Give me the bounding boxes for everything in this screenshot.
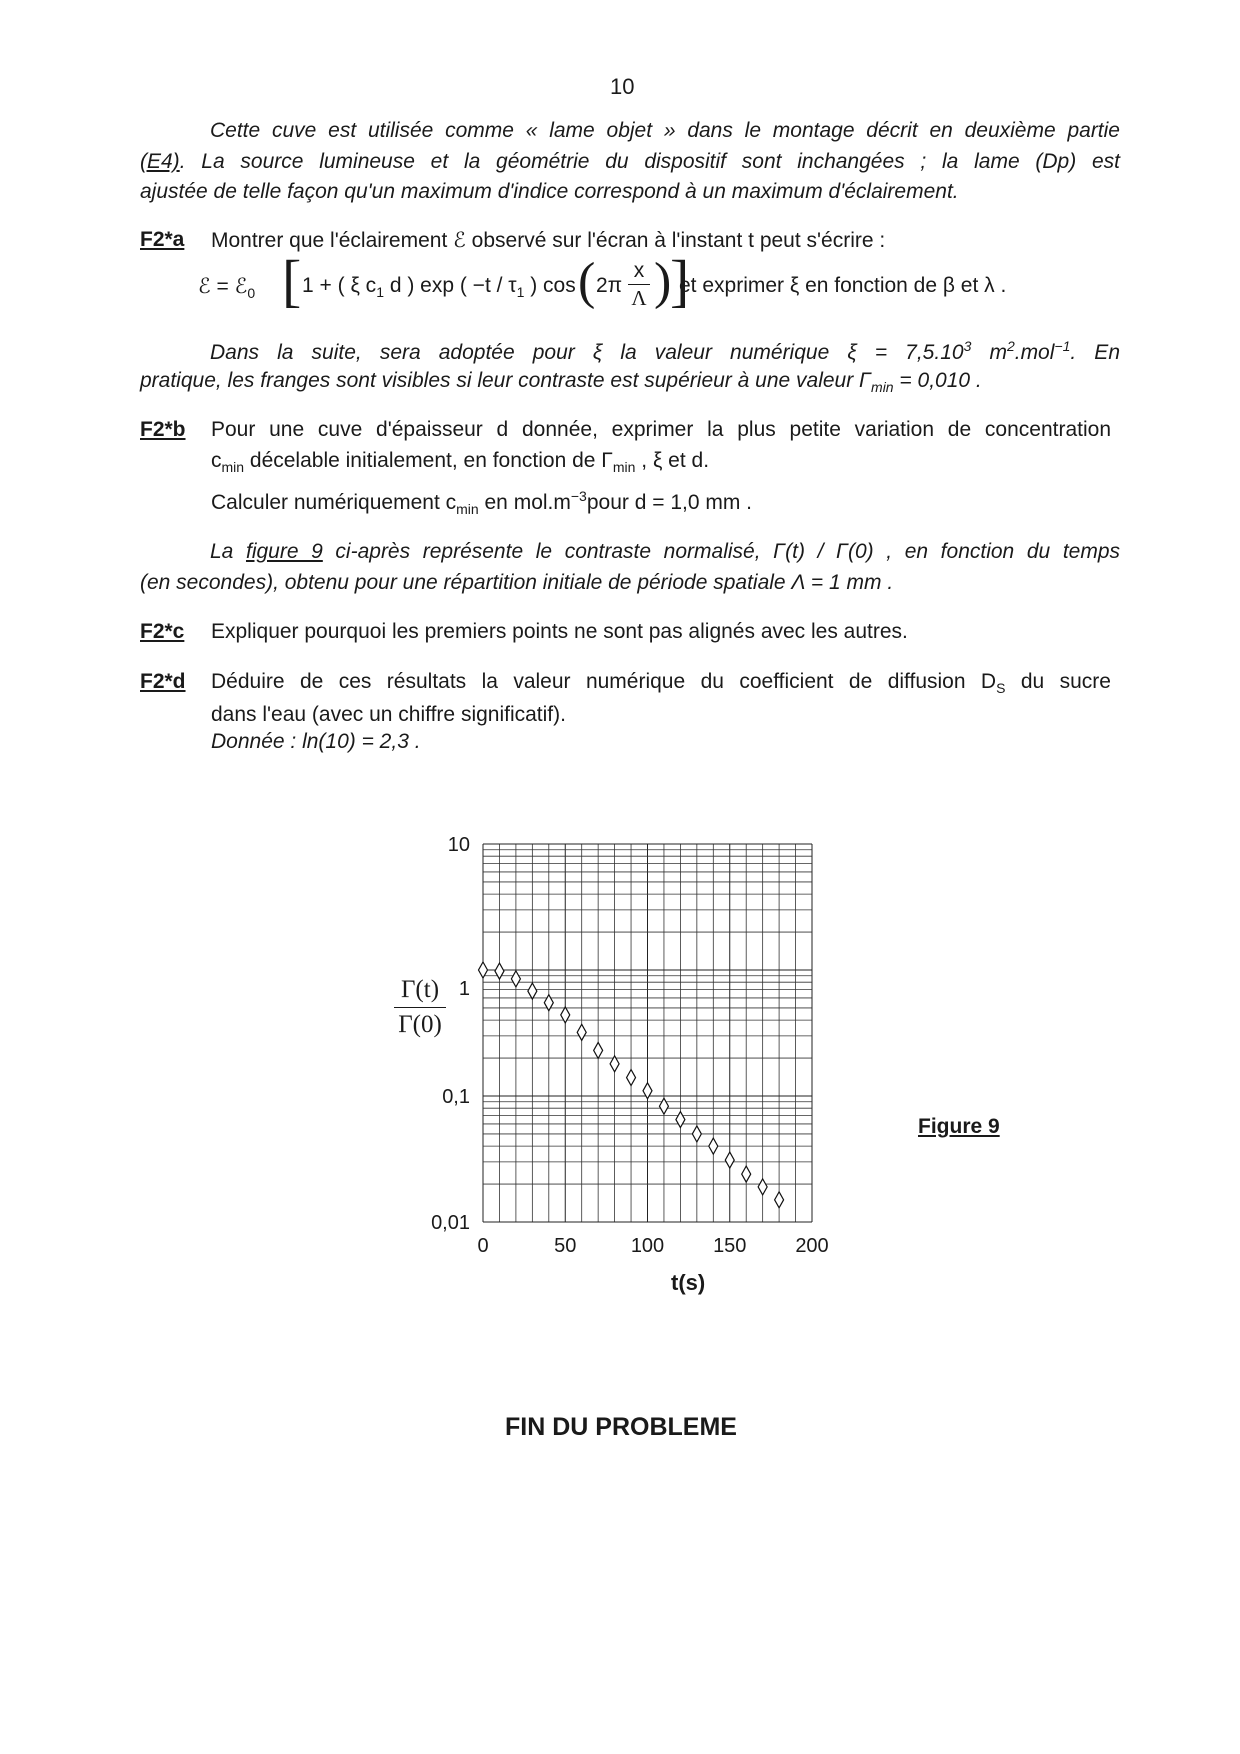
- formula-lhs-sub: 0: [247, 285, 256, 302]
- f2b-line-3c: pour d = 1,0 mm .: [586, 491, 753, 514]
- question-label-f2a: F2*a: [140, 228, 185, 251]
- intro-line-1-text: Cette cuve est utilisée comme « lame objet » dans le montage décrit en deuxième partie: [210, 119, 1120, 142]
- intro-line-3-text: ajustée de telle façon qu'un maximum d'indice correspond à un maximum d'éclairement.: [140, 180, 959, 203]
- suite-line-1b: m: [971, 341, 1007, 364]
- suite-sup-3: −1: [1054, 338, 1071, 354]
- x-tick-label: 200: [795, 1235, 829, 1257]
- formula-cos-arg: 2π: [596, 274, 623, 297]
- y-tick-label: 10: [447, 834, 470, 856]
- f2d-line-1a: Déduire de ces résultats la valeur numérique du coefficient de diffusion D: [211, 670, 997, 693]
- f2b-line-2c: , ξ et d.: [635, 449, 710, 472]
- formula-frac-num: x: [633, 259, 645, 282]
- y-tick-label: 0,01: [431, 1212, 470, 1234]
- formula-tail: et exprimer ξ en fonction de β et λ .: [679, 274, 1007, 297]
- f2d-line-3: Donnée : ln(10) = 2,3 .: [211, 730, 421, 753]
- x-tick-label: 0: [477, 1235, 489, 1257]
- suite-line-1c: .mol: [1014, 341, 1055, 364]
- suite-sup-2: 2: [1006, 338, 1015, 354]
- ref-e4: (E4): [140, 150, 180, 173]
- formula-sub-1: 1: [376, 284, 384, 301]
- question-label-f2d: F2*d: [140, 670, 186, 693]
- formula-paren-right: ): [654, 253, 672, 310]
- formula-frac-den: Λ: [631, 286, 647, 310]
- figure-caption: Figure 9: [918, 1115, 1000, 1138]
- f2a-text: Montrer que l'éclairement ℰ observé sur l'écran à l'instant t peut s'écrire :: [211, 229, 886, 252]
- suite-line-1a: Dans la suite, sera adoptée pour ξ la valeur numérique ξ = 7,5.10: [210, 341, 964, 364]
- suite-sub-min: min: [871, 379, 894, 396]
- y-axis-label: [392, 975, 448, 1040]
- suite-line-2a: pratique, les franges sont visibles si leur contraste est supérieur à une valeur Γ: [140, 369, 872, 392]
- f2b-line-2a: c: [211, 449, 222, 472]
- x-axis-label: t(s): [671, 1270, 706, 1295]
- data-point: [692, 1126, 701, 1142]
- data-point: [528, 983, 537, 999]
- f2d-line-1b: du sucre: [1005, 670, 1111, 693]
- data-point: [659, 1098, 668, 1114]
- formula-sub-2: 1: [516, 284, 525, 301]
- fig-intro-1b: ci-après représente le contraste normalisé, Γ(t) / Γ(0) , en fonction du temps: [322, 540, 1121, 563]
- data-point: [709, 1138, 718, 1154]
- chart-tick-labels: [431, 834, 829, 1257]
- data-point: [577, 1024, 586, 1040]
- f2b-sub-2: min: [612, 459, 636, 476]
- formula-paren-left: (: [578, 253, 596, 310]
- y-label-numerator: Γ(t): [400, 976, 440, 1003]
- formula-body-2: d ) exp ( −t / τ: [383, 274, 517, 297]
- end-title: FIN DU PROBLEME: [505, 1413, 737, 1441]
- data-point: [495, 963, 504, 979]
- y-tick-label: 0,1: [442, 1086, 470, 1108]
- x-tick-label: 50: [554, 1235, 577, 1257]
- y-tick-label: 1: [458, 978, 470, 1000]
- f2d-sub: S: [996, 680, 1006, 697]
- fig-intro-1a: La: [210, 540, 246, 563]
- formula-lhs-text: ℰ = ℰ: [198, 275, 248, 298]
- formula-bracket-right: ]: [670, 248, 690, 313]
- figure-9-ref: figure 9: [245, 540, 323, 563]
- data-point: [676, 1112, 685, 1128]
- formula-bracket-left: [: [282, 248, 302, 313]
- f2c-text: Expliquer pourquoi les premiers points ne sont pas alignés avec les autres.: [211, 620, 908, 643]
- suite-line-1d: . En: [1070, 341, 1120, 364]
- x-tick-label: 100: [630, 1235, 665, 1257]
- f2b-sup-1: −3: [570, 488, 587, 504]
- data-point: [627, 1070, 636, 1086]
- formula-body-1: 1 + ( ξ c: [302, 274, 377, 297]
- f2b-line-3b: en mol.m: [478, 491, 571, 514]
- data-point: [511, 971, 520, 987]
- data-point: [594, 1042, 603, 1058]
- data-point: [725, 1152, 734, 1168]
- data-point: [758, 1179, 767, 1195]
- suite-line-2b: = 0,010 .: [893, 369, 982, 392]
- fig-intro-2: (en secondes), obtenu pour une répartition initiale de période spatiale Λ = 1 mm .: [140, 571, 894, 594]
- f2b-line-3a: Calculer numériquement c: [211, 491, 457, 514]
- formula-body-3: ) cos: [524, 274, 576, 297]
- page-number: 10: [610, 74, 635, 99]
- f2b-line-2b: décelable initialement, en fonction de Γ: [244, 449, 613, 472]
- question-label-f2b: F2*b: [140, 418, 186, 441]
- data-point: [742, 1166, 751, 1182]
- f2d-line-2: dans l'eau (avec un chiffre significatif).: [211, 703, 566, 726]
- x-tick-label: 150: [713, 1235, 747, 1257]
- f2b-line-1: Pour une cuve d'épaisseur d donnée, exprimer la plus petite variation de concentration: [211, 418, 1111, 441]
- f2b-sub-3: min: [456, 501, 479, 518]
- f2b-sub-1: min: [221, 459, 245, 476]
- chart-grid: [483, 844, 812, 1222]
- question-label-f2c: F2*c: [140, 620, 185, 643]
- suite-sup-1: 3: [963, 338, 972, 354]
- y-label-denominator: Γ(0): [398, 1011, 442, 1038]
- intro-line-2-text: . La source lumineuse et la géométrie du dispositif sont inchangées ; la lame (Dp) est: [179, 150, 1120, 173]
- data-point: [775, 1192, 784, 1208]
